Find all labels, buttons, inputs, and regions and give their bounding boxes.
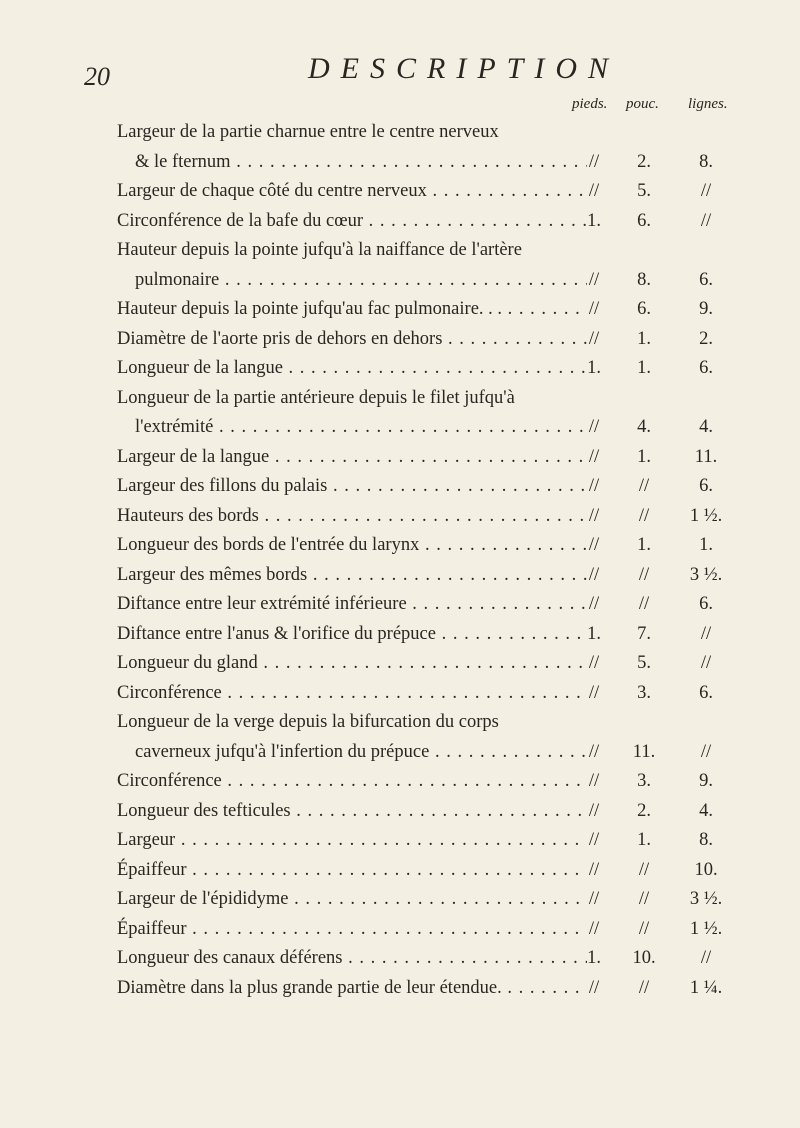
table-row <box>0 590 800 620</box>
measurement-label-line: Largeur de l'épididyme . . . <box>117 885 587 915</box>
value-lignes: 10. <box>694 859 718 880</box>
measurement-label-line: Hauteurs des bords . . . <box>117 502 587 532</box>
table-row <box>0 679 800 709</box>
value-pouces: 3. <box>637 682 651 703</box>
measurement-label <box>117 531 587 561</box>
measurement-label-line: Longueur des bords de l'entrée du larynx . . . <box>117 531 587 561</box>
measurement-label <box>117 797 587 827</box>
value-pieds: // <box>588 151 600 172</box>
value-pouces: // <box>638 859 650 880</box>
measurement-label <box>117 325 587 355</box>
value-lignes: 6. <box>699 476 713 496</box>
value-pouces: 6. <box>637 299 651 319</box>
value-pouces: 1. <box>637 446 651 467</box>
measurement-label-continuation: l'extrémité . . . <box>117 413 587 443</box>
table-row <box>0 207 800 237</box>
table-row <box>0 177 800 207</box>
value-pouces: 7. <box>637 623 651 644</box>
measurement-label-line: Largeur de chaque côté du centre nerveux . . . <box>117 177 587 207</box>
table-row <box>0 797 800 827</box>
value-pouces: 1. <box>637 830 651 850</box>
table-row <box>0 354 800 384</box>
value-lignes: 8. <box>699 830 713 850</box>
value-pieds: // <box>588 299 600 319</box>
value-pieds: 1. <box>587 948 601 968</box>
value-lignes: 6. <box>699 269 713 290</box>
table-row <box>0 502 800 532</box>
table-row <box>0 708 800 767</box>
value-pieds: // <box>588 889 600 909</box>
measurement-label <box>117 384 587 443</box>
measurement-label-line: Circonférence de la bafe du cœur . . . <box>117 207 587 237</box>
value-pieds: 1. <box>587 358 601 378</box>
column-header-pieds: pieds. <box>572 96 608 112</box>
measurement-label-continuation: & le fternum . . . <box>117 148 587 178</box>
value-lignes: // <box>700 623 712 644</box>
measurement-label <box>117 295 587 325</box>
measurement-label-line: Épaiffeur . . . <box>117 915 587 945</box>
value-lignes: // <box>700 948 712 968</box>
measurement-label <box>117 561 587 591</box>
table-row <box>0 826 800 856</box>
measurement-table <box>0 118 800 1003</box>
value-pieds: // <box>588 594 600 614</box>
value-pieds: // <box>588 417 600 437</box>
value-pieds: // <box>588 446 600 467</box>
value-pieds: // <box>588 918 600 939</box>
measurement-label-line: Circonférence . . . <box>117 679 587 709</box>
measurement-label-line: Longueur de la langue . . . <box>117 354 587 384</box>
measurement-label <box>117 856 587 886</box>
measurement-label <box>117 885 587 915</box>
value-pieds: // <box>588 535 600 555</box>
table-row <box>0 561 800 591</box>
value-lignes: 6. <box>699 358 713 378</box>
value-pouces: // <box>638 564 650 585</box>
value-pouces: 3. <box>637 771 651 791</box>
running-title: DESCRIPTION <box>308 52 619 85</box>
table-row <box>0 295 800 325</box>
value-pieds: // <box>588 269 600 290</box>
measurement-label <box>117 118 587 177</box>
value-lignes: 9. <box>699 299 713 319</box>
measurement-label <box>117 826 587 856</box>
measurement-label-line: Largeur des mêmes bords . . . <box>117 561 587 591</box>
value-lignes: 3 ½. <box>689 889 723 909</box>
value-pouces: 5. <box>637 181 651 201</box>
value-pieds: // <box>588 800 600 821</box>
value-pouces: 5. <box>637 653 651 673</box>
value-pouces: 10. <box>632 948 656 968</box>
measurement-label-line: Largeur de la partie charnue entre le centre nerveux <box>117 122 499 142</box>
value-lignes: 8. <box>699 151 713 172</box>
measurement-label-line: Largeur . . . <box>117 826 587 856</box>
measurement-label <box>117 590 587 620</box>
value-pouces: 2. <box>637 151 651 172</box>
measurement-label <box>117 649 587 679</box>
value-pieds: // <box>588 682 600 703</box>
value-lignes: 4. <box>699 800 713 821</box>
page-number: 20 <box>84 62 110 91</box>
table-row <box>0 974 800 1004</box>
table-row <box>0 531 800 561</box>
measurement-label <box>117 502 587 532</box>
column-header-lignes: lignes. <box>688 96 728 112</box>
measurement-label-line: Hauteur depuis la pointe jufqu'à la naiffance de l'artère <box>117 240 522 260</box>
value-lignes: 1. <box>699 535 713 555</box>
value-lignes: 1 ¼. <box>689 977 723 998</box>
measurement-label-line: Longueur des canaux déférens . . . <box>117 944 587 974</box>
table-row <box>0 118 800 177</box>
table-row <box>0 325 800 355</box>
measurement-label-line: Longueur du gland . . . <box>117 649 587 679</box>
value-lignes: 1 ½. <box>689 505 723 526</box>
measurement-label-line: Hauteur depuis la pointe jufqu'au fac pulmonaire. . . . . . <box>117 295 587 325</box>
value-pouces: // <box>638 505 650 526</box>
value-pieds: // <box>588 564 600 585</box>
value-pieds: 1. <box>587 210 601 231</box>
measurement-label <box>117 236 587 295</box>
value-pouces: // <box>638 594 650 614</box>
measurement-label <box>117 177 587 207</box>
value-lignes: // <box>700 181 712 201</box>
value-pouces: 8. <box>637 269 651 290</box>
measurement-label <box>117 915 587 945</box>
value-pouces: 2. <box>637 800 651 821</box>
value-lignes: 2. <box>699 328 713 349</box>
measurement-label <box>117 472 587 502</box>
table-row <box>0 885 800 915</box>
value-pieds: // <box>588 505 600 526</box>
value-pieds: // <box>588 653 600 673</box>
value-lignes: 4. <box>699 417 713 437</box>
measurement-label-line: Diamètre de l'aorte pris de dehors en dehors . . . <box>117 325 587 355</box>
value-lignes: 1 ½. <box>689 918 723 939</box>
value-lignes: // <box>700 653 712 673</box>
measurement-label <box>117 708 587 767</box>
value-pouces: 1. <box>637 358 651 378</box>
measurement-label <box>117 767 587 797</box>
value-pieds: // <box>588 830 600 850</box>
measurement-label-line: Longueur de la verge depuis la bifurcation du corps <box>117 712 499 732</box>
value-pouces: // <box>638 476 650 496</box>
value-pouces: 4. <box>637 417 651 437</box>
measurement-label-continuation: caverneux jufqu'à l'infertion du prépuce . . . <box>117 738 587 768</box>
value-pouces: 11. <box>632 741 656 762</box>
table-row <box>0 443 800 473</box>
value-pouces: // <box>638 977 650 998</box>
measurement-label-line: Circonférence . . . <box>117 767 587 797</box>
measurement-label <box>117 620 587 650</box>
value-lignes: 11. <box>694 446 718 467</box>
table-row <box>0 620 800 650</box>
value-pouces: 1. <box>637 328 651 349</box>
value-pouces: 1. <box>637 535 651 555</box>
column-headers <box>0 96 800 120</box>
measurement-label-line: Largeur de la langue . . . <box>117 443 587 473</box>
measurement-label <box>117 207 587 237</box>
value-pieds: // <box>588 977 600 998</box>
measurement-label <box>117 944 587 974</box>
value-pieds: // <box>588 771 600 791</box>
table-row <box>0 236 800 295</box>
measurement-label-line: Épaiffeur . . . <box>117 856 587 886</box>
table-row <box>0 915 800 945</box>
measurement-label-line: Diamètre dans la plus grande partie de leur étendue. . . . <box>117 974 587 1004</box>
table-row <box>0 944 800 974</box>
measurement-label-line: Largeur des fillons du palais . . . <box>117 472 587 502</box>
value-lignes: 3 ½. <box>689 564 723 585</box>
measurement-label-line: Longueur des tefticules . . . <box>117 797 587 827</box>
table-row <box>0 767 800 797</box>
value-lignes: // <box>700 210 712 231</box>
table-row <box>0 384 800 443</box>
value-pieds: // <box>588 859 600 880</box>
measurement-label <box>117 443 587 473</box>
measurement-label <box>117 679 587 709</box>
measurement-label-line: Diftance entre leur extrémité inférieure . . . <box>117 590 587 620</box>
value-lignes: // <box>700 741 712 762</box>
table-row <box>0 649 800 679</box>
measurement-label <box>117 354 587 384</box>
value-pouces: // <box>638 918 650 939</box>
value-pieds: // <box>588 741 600 762</box>
column-header-pouces: pouc. <box>626 96 659 112</box>
value-lignes: 6. <box>699 594 713 614</box>
value-pieds: // <box>588 476 600 496</box>
measurement-label <box>117 974 587 1004</box>
table-row <box>0 472 800 502</box>
value-pieds: 1. <box>587 623 601 644</box>
measurement-label-line: Longueur de la partie antérieure depuis le filet jufqu'à <box>117 387 515 408</box>
value-lignes: 6. <box>699 682 713 703</box>
value-lignes: 9. <box>699 771 713 791</box>
value-pieds: // <box>588 181 600 201</box>
table-row <box>0 856 800 886</box>
measurement-label-continuation: pulmonaire . . . <box>117 266 587 296</box>
value-pouces: // <box>638 889 650 909</box>
measurement-label-line: Diftance entre l'anus & l'orifice du prépuce . . . <box>117 620 587 650</box>
value-pouces: 6. <box>637 210 651 231</box>
value-pieds: // <box>588 328 600 349</box>
